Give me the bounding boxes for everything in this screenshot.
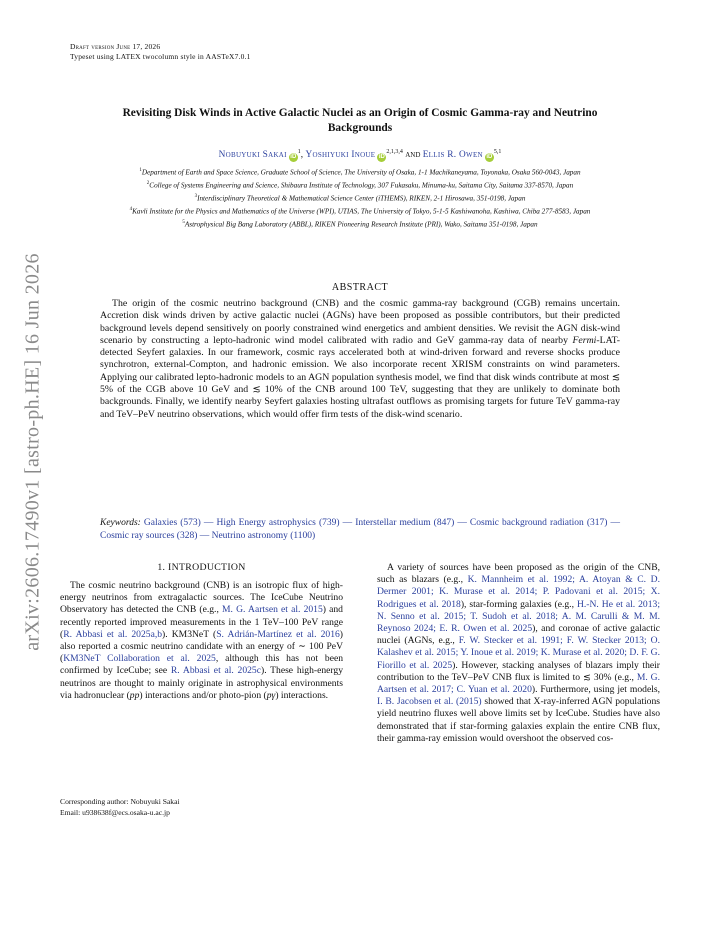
intro-text: ) interactions. (275, 689, 329, 701)
corresponding-name: Corresponding author: Nobuyuki Sakai (60, 797, 180, 806)
arxiv-stamp (18, 232, 48, 672)
citation-link[interactable]: S. Adrián-Martínez et al. 2016 (216, 628, 340, 640)
title-line-1: Revisiting Disk Winds in Active Galactic Nuclei as an Origin of Cosmic Gamma-ray and Neutrino (122, 107, 598, 119)
affiliation-number: 4 (129, 207, 133, 213)
intro-text: ) interactions and/or photo-pion ( (139, 689, 267, 701)
intro-text: ). These high-energy neutrinos are thought to mainly originate in astrophysical environments via hadronuclear ( (60, 665, 343, 701)
intro-paragraph (60, 580, 343, 702)
keywords (100, 517, 620, 543)
keywords-label: Keywords: (100, 518, 141, 528)
orcid-icon[interactable]: iD (486, 154, 493, 161)
abstract-heading: ABSTRACT (331, 282, 389, 293)
orcid-icon[interactable]: iD (378, 154, 385, 161)
corresponding-author (60, 797, 343, 818)
abstract-part: -LAT-detected Seyfert galaxies. In our framework, cosmic rays accelerated both at wind-driven forward and reverse shocks produce synchrotron, external-Compton, and hadronic emission. We also incorporate recent XRISM constraints on wind parameters. Applying our calibrated lepto-hadronic models to an AGN population synthesis model, we find that disk winds contribute at most ≲ 5% of the CGB above 10 GeV and ≲ 10% of the CNB around 100 TeV, suggesting that they are unlikely to dominate both backgrounds. Finally, we identify nearby Seyfert galaxies hosting ultrafast outflows as promising targets for future TeV gamma-ray and TeV–PeV neutrino observations, which would offer firm tests of the disk-wind scenario. (100, 334, 620, 420)
citation-link[interactable]: K. Mannheim et al. 1992; A. Atoyan & C. D. Dermer 2001; K. Murase et al. 2014; P. Padovani et al. 2015; X. Rodrigues et al. 2018 (377, 574, 660, 610)
affiliation (60, 192, 660, 204)
abstract-fermi: Fermi (572, 334, 597, 346)
intro-math: pγ (266, 689, 276, 701)
citation-link[interactable]: H.-N. He et al. 2013; N. Senno et al. 2015; T. Sudoh et al. 2018; A. M. Carulli & M. M. Reynoso 2024; E. R. Owen et al. 2025 (377, 598, 660, 635)
affiliation-text: Kavli Institute for the Physics and Mathematics of the Universe (WPI), UTIAS, The University of Tokyo, 5-1-5 Kashiwanoha, Kashiwa, Chiba 277-8583, Japan (132, 207, 591, 216)
author-owen[interactable]: Ellis R. Owen (422, 150, 483, 161)
body-text: ). Furthermore, using jet models, (531, 684, 661, 696)
intro-math: pp (129, 689, 140, 701)
citation-link[interactable]: F. W. Stecker et al. 1991; F. W. Stecker 2013; O. Kalashev et al. 2015; Y. Inoue et al. 2019; K. Murase et al. 2020; D. F. G. Fiorillo et al. 2025 (377, 635, 661, 671)
section-heading: 1. INTRODUCTION (157, 562, 246, 573)
abstract-text (100, 298, 620, 421)
citation-link[interactable]: KM3NeT Collaboration et al. 2025 (63, 653, 216, 665)
draft-header (70, 42, 251, 62)
affiliation-text: Department of Earth and Space Science, Graduate School of Science, The University of Osaka, 1-1 Machikaneyama, Toyonaka, Osaka 560-0043, Japan (141, 168, 581, 177)
citation-link[interactable]: M. G. Aartsen et al. 2017; C. Yuan et al. 2020 (377, 671, 661, 696)
affiliation (60, 166, 660, 178)
body-text: A variety of sources have been proposed as the origin of the CNB, such as blazars (e.g., (377, 562, 660, 586)
author-list: Nobuyuki Sakai $iD^1$, Yoshiyuki Inoue iD$^{2,1,3,4}$ and Ellis R. Owen iD$^{5,1}$ (218, 149, 502, 161)
draft-version: Draft version June 17, 2026 (70, 42, 161, 51)
author-sakai-affil: 1 (297, 149, 301, 155)
affiliations (60, 166, 660, 231)
affiliation-number: 5 (182, 220, 185, 226)
arxiv-id: arXiv:2606.17490v1 [astro-ph.HE] 16 Jun 2026 (21, 253, 44, 651)
body-text: ), and coronae of active galactic nuclei (AGNs, e.g., (377, 623, 660, 647)
affiliation-text: College of Systems Engineering and Science, Shibaura Institute of Technology, 307 Fukasaku, Minuma-ku, Saitama City, Saitama 337-8570, Japan (149, 181, 574, 190)
abstract-part: The origin of the cosmic neutrino background (CNB) and the cosmic gamma-ray background (CGB) remains uncertain. Accretion disk winds driven by active galactic nuclei (AGNs) have been proposed as possible contributors, but their predicted background levels depend sensitively on poorly constrained wind energetics and ambient densities. We revisit the AGN disk-wind scenario by constructing a lepto-hadronic wind model calibrated with radio and GeV gamma-ray data of nearby (100, 298, 620, 346)
intro-text: ) and recently reported improved measurements in the 1 TeV–100 PeV range ( (60, 604, 343, 640)
keywords-list[interactable]: Galaxies (573) — High Energy astrophysics (739) — Interstellar medium (847) — Cosmic background radiation (317) — Cosmic ray sources (328) — Neutrino astronomy (1100) (100, 518, 620, 541)
title-line-2: Backgrounds (327, 122, 393, 134)
affiliation-number: 1 (139, 168, 142, 173)
author-sakai[interactable]: Nobuyuki Sakai (218, 150, 287, 161)
citation-link[interactable]: R. Abbasi et al. 2025c (170, 665, 261, 677)
body-text: ). However, stacking analyses of blazars imply their contribution to the TeV–PeV CNB flux is limited to ≲ 30% (e.g., (377, 659, 661, 683)
affiliation-number: 2 (146, 181, 150, 187)
affiliation-text: Interdisciplinary Theoretical & Mathematical Science Center (iTHEMS), RIKEN, 2-1 Hirosawa, 351-0198, Japan (197, 194, 526, 203)
affiliation-text: Astrophysical Big Bang Laboratory (ABBL), RIKEN Pioneering Research Institute (PRI), Wako, Saitama 351-0198, Japan (184, 220, 538, 229)
corresponding-email[interactable]: Email: u938638f@ecs.osaka-u.ac.jp (60, 807, 170, 817)
citation-link[interactable]: I. B. Jacobsen et al. (2015) (377, 696, 482, 708)
author-and: and (405, 150, 421, 161)
affiliation (60, 205, 660, 217)
affiliation-number: 3 (194, 194, 198, 200)
right-paragraph (377, 562, 660, 745)
body-text: showed that X-ray-inferred AGN populations yield neutrino fluxes well above limits set by IceCube. Studies have also demonstrated that if star-forming galaxies explain the entire CNB flux, their gamma-ray emission would overshoot the observed cos- (377, 696, 660, 744)
citation-link[interactable]: M. G. Aartsen et al. 2015 (222, 604, 323, 616)
intro-text: ). KM3NeT ( (162, 628, 217, 640)
intro-text: The cosmic neutrino background (CNB) is an isotropic flux of high-energy neutrinos from extragalactic sources. The IceCube Neutrino Observatory has detected the CNB (e.g., (60, 580, 343, 616)
affiliation (60, 218, 660, 230)
affiliation (60, 179, 660, 191)
intro-text: , although this has not been confirmed by IceCube; see (60, 653, 344, 677)
intro-text: ) also reported a cosmic neutrino candidate with an energy of ∼ 100 PeV ( (60, 628, 343, 665)
typeset-line: Typeset using LATEX twocolumn style in AASTeX7.0.1 (70, 52, 251, 61)
author-inoue[interactable]: Yoshiyuki Inoue (305, 150, 376, 161)
citation-link[interactable]: R. Abbasi et al. 2025a,b (63, 628, 163, 640)
orcid-icon[interactable]: iD (290, 154, 297, 161)
body-text: ), star-forming galaxies (e.g., (460, 598, 577, 610)
author-owen-affil: 5,1 (493, 149, 502, 155)
paper-title (60, 106, 660, 136)
author-inoue-affil: 2,1,3,4 (386, 149, 403, 155)
